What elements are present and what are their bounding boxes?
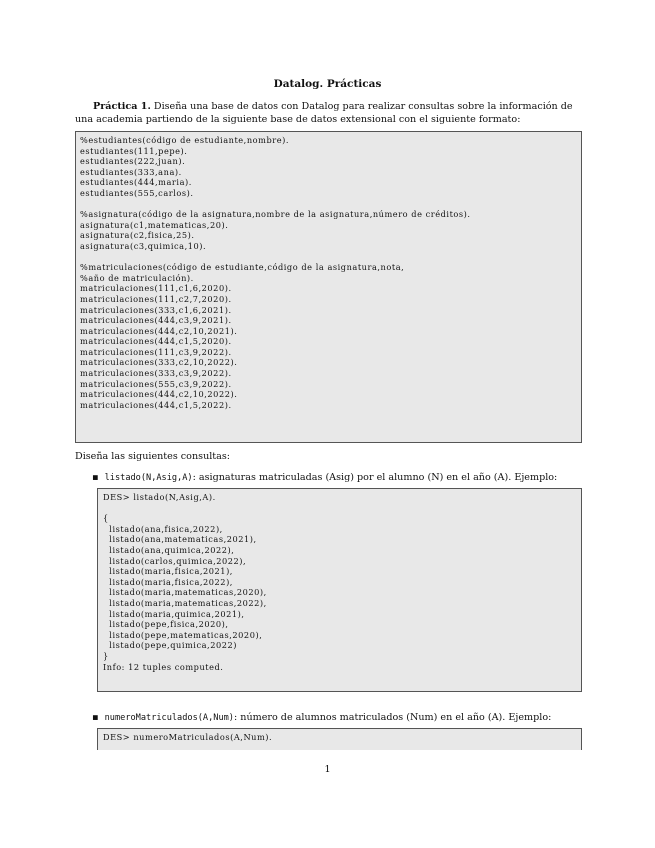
practice-label: Práctica 1.: [93, 101, 151, 112]
code-line: DES> numeroMatriculados(A,Num).: [103, 732, 273, 742]
code-line: estudiantes(555,carlos).: [80, 187, 194, 198]
bullet-item-listado: [92, 472, 557, 484]
code-line: listado(maria,matematicas,2022),: [103, 597, 267, 608]
code-line: matriculaciones(444,c3,9,2021).: [80, 315, 232, 326]
code-line: }: [103, 650, 109, 661]
code-line: [103, 503, 576, 514]
code-line: %matriculaciones(código de estudiante,código de la asignatura,nota,: [80, 262, 405, 273]
query-listado-description: : asignaturas matriculadas (Asig) por el alumno (N) en el año (A). Ejemplo:: [192, 472, 558, 483]
code-line: asignatura(c3,quimica,10).: [80, 240, 207, 251]
code-line: estudiantes(444,maria).: [80, 177, 192, 188]
code-line: listado(pepe,quimica,2022): [103, 640, 237, 651]
code-line: matriculaciones(333,c1,6,2021).: [80, 304, 232, 315]
code-line: matriculaciones(111,c1,6,2020).: [80, 283, 232, 294]
code-line: %año de matriculación).: [80, 272, 194, 283]
code-line: listado(carlos,quimica,2022),: [103, 555, 247, 566]
code-line: listado(ana,quimica,2022),: [103, 544, 235, 555]
code-line: listado(maria,quimica,2021),: [103, 608, 245, 619]
code-line: DES> listado(N,Asig,A).: [103, 492, 216, 502]
code-line: listado(pepe,matematicas,2020),: [103, 629, 263, 640]
code-line: asignatura(c2,fisica,25).: [80, 230, 195, 241]
code-line: listado(maria,matematicas,2020),: [103, 587, 267, 598]
code-line: estudiantes(333,ana).: [80, 166, 182, 177]
code-line: matriculaciones(444,c1,5,2022).: [80, 399, 232, 410]
page-title: Datalog. Prácticas: [273, 78, 382, 90]
code-line: matriculaciones(555,c3,9,2022).: [80, 378, 232, 389]
code-line: %estudiantes(código de estudiante,nombre).: [80, 135, 289, 145]
code-line: estudiantes(111,pepe).: [80, 145, 188, 156]
query-numeromatriculados-signature: numeroMatriculados(A,Num): [104, 713, 234, 723]
code-line: %asignatura(código de la asignatura,nombre de la asignatura,número de créditos).: [80, 209, 471, 220]
code-line: {: [103, 513, 109, 524]
code-line: listado(ana,fisica,2022),: [103, 523, 223, 534]
code-line: matriculaciones(444,c2,10,2022).: [80, 389, 238, 400]
code-line: [80, 199, 577, 210]
query-numeromatriculados-description: : número de alumnos matriculados (Num) en el año (A). Ejemplo:: [233, 712, 552, 723]
bullet-item-numeromatriculados: [92, 712, 551, 724]
code-line: asignatura(c1,matematicas,20).: [80, 219, 229, 230]
code-line: listado(maria,fisica,2022),: [103, 576, 233, 587]
intro-paragraph: [75, 100, 580, 126]
code-line: matriculaciones(444,c2,10,2021).: [80, 325, 238, 336]
code-line: matriculaciones(444,c1,5,2020).: [80, 336, 232, 347]
code-line: Info: 12 tuples computed.: [103, 661, 224, 672]
consultas-label: Diseña las siguientes consultas:: [75, 451, 231, 462]
example-listado-block: [97, 488, 582, 692]
code-line: estudiantes(222,juan).: [80, 156, 186, 167]
code-line: listado(pepe,fisica,2020),: [103, 619, 229, 630]
main-code-block: [75, 131, 582, 443]
bullet-icon: ▪: [92, 712, 99, 723]
intro-text: Diseña una base de datos con Datalog para realizar consultas sobre la información de una academia partiendo de la siguiente base de datos extensional con el siguiente formato:: [75, 101, 573, 125]
code-line: matriculaciones(333,c3,9,2022).: [80, 368, 232, 379]
code-line: matriculaciones(333,c2,10,2022).: [80, 357, 238, 368]
code-line: listado(ana,matematicas,2021),: [103, 534, 257, 545]
code-line: [80, 252, 577, 263]
query-listado-signature: listado(N,Asig,A): [104, 473, 193, 483]
example-numeromatriculados-block: [97, 728, 582, 750]
code-line: matriculaciones(111,c2,7,2020).: [80, 293, 232, 304]
code-line: listado(maria,fisica,2021),: [103, 566, 233, 577]
page-number: 1: [324, 764, 331, 775]
code-line: matriculaciones(111,c3,9,2022).: [80, 346, 232, 357]
bullet-icon: ▪: [92, 472, 99, 483]
